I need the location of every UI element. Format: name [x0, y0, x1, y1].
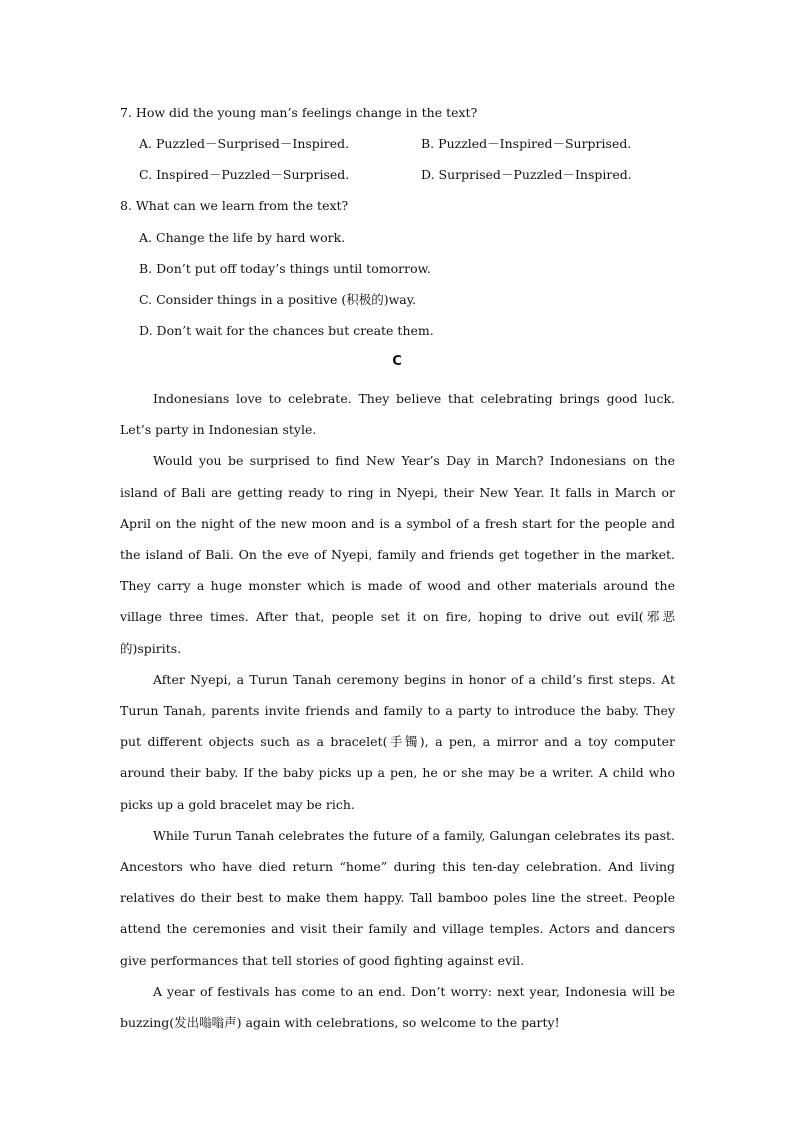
- question-7-option-c: [139, 167, 349, 183]
- passage-paragraph: While Turun Tanah celebrates the future of a family, Galungan celebrates its past. Ancestors who have died return “home” during this ten-day celebration. And living relatives do their best to make them happy. Tall bamboo poles line the street. People attend the ceremonies and visit their family and village temples. Actors and dancers give performances that tell stories of good fighting against evil.: [120, 827, 675, 968]
- question-text: What can we learn from the text?: [135, 198, 349, 213]
- option-label: D.: [139, 323, 153, 338]
- question-number: 8.: [120, 198, 132, 213]
- question-7-option-b: [421, 136, 631, 152]
- reading-passage: [120, 383, 675, 1038]
- passage-paragraph: A year of festivals has come to an end. Don’t worry: next year, Indonesia will be buzzing(发出嗡嗡声) again with celebrations, so welcome to the party!: [120, 983, 675, 1031]
- option-text: Puzzled－Inspired－Surprised.: [438, 136, 632, 151]
- option-text: Change the life by hard work.: [156, 230, 346, 245]
- question-7-option-a: [139, 136, 349, 152]
- option-text: Don’t wait for the chances but create them.: [156, 323, 434, 338]
- passage-paragraph: After Nyepi, a Turun Tanah ceremony begins in honor of a child’s first steps. At Turun Tanah, parents invite friends and family to a party to introduce the baby. They put different objects such as a bracelet(手镯), a pen, a mirror and a toy computer around their baby. If the baby picks up a pen, he or she may be a writer. A child who picks up a gold bracelet may be rich.: [120, 671, 675, 812]
- question-7: [120, 105, 477, 121]
- option-text: Surprised－Puzzled－Inspired.: [438, 167, 632, 182]
- option-label: C.: [139, 292, 153, 307]
- option-label: A.: [139, 230, 153, 245]
- option-text: Consider things in a positive (积极的)way.: [156, 292, 417, 307]
- option-label: A.: [139, 136, 153, 151]
- question-8-option-c: [139, 292, 416, 308]
- option-text: Don’t put off today’s things until tomorrow.: [156, 261, 431, 276]
- question-number: 7.: [120, 105, 132, 120]
- option-label: D.: [421, 167, 435, 182]
- question-8-option-d: [139, 323, 434, 339]
- option-text: Inspired－Puzzled－Surprised.: [156, 167, 350, 182]
- passage-paragraph: Indonesians love to celebrate. They believe that celebrating brings good luck. Let’s party in Indonesian style.: [120, 391, 675, 438]
- option-label: B.: [421, 136, 435, 151]
- question-text: How did the young man’s feelings change in the text?: [135, 105, 478, 120]
- question-8-option-b: [139, 261, 431, 277]
- question-8-option-a: [139, 230, 345, 246]
- section-title: C: [392, 354, 402, 369]
- question-8: [120, 198, 348, 214]
- option-text: Puzzled－Surprised－Inspired.: [156, 136, 350, 151]
- question-7-option-d: [421, 167, 632, 183]
- option-label: C.: [139, 167, 153, 182]
- option-label: B.: [139, 261, 153, 276]
- passage-paragraph: Would you be surprised to find New Year’s Day in March? Indonesians on the island of Bali are getting ready to ring in Nyepi, their New Year. It falls in March or April on the night of the new moon and is a symbol of a fresh start for the people and the island of Bali. On the eve of Nyepi, family and friends get together in the market. They carry a huge monster which is made of wood and other materials around the village three times. After that, people set it on fire, hoping to drive out evil(邪恶的)spirits.: [120, 453, 675, 656]
